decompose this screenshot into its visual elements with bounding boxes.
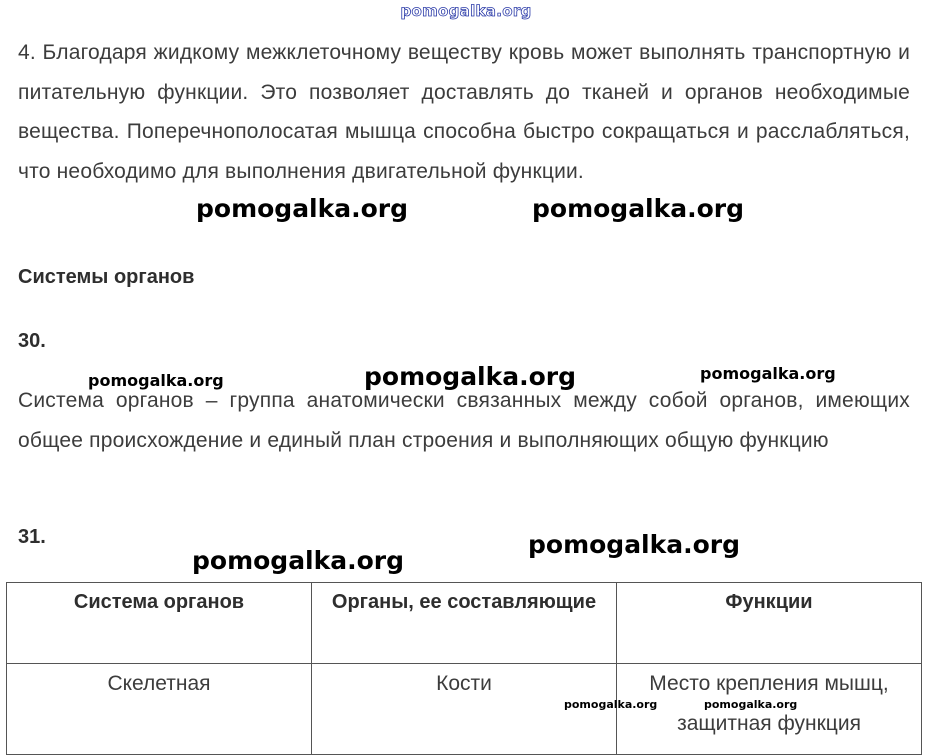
watermark: pomogalka.org — [192, 546, 405, 575]
table-header-cell: Функции — [617, 583, 922, 664]
table-cell: Место крепления мышц, защитная функция — [617, 664, 922, 755]
watermark: pomogalka.org — [528, 530, 741, 559]
watermark: pomogalka.org — [532, 194, 745, 223]
section-title: Системы органов — [18, 266, 195, 288]
task-31-number: 31. — [18, 526, 46, 548]
table-header-cell: Система органов — [7, 583, 312, 664]
watermark: pomogalka.org — [196, 194, 409, 223]
watermark: pomogalka.org — [88, 371, 224, 390]
task-30-number: 30. — [18, 330, 46, 352]
organ-systems-table — [6, 582, 922, 755]
table-cell: Кости — [312, 664, 617, 755]
task-30-text: Система органов – группа анатомически связанных между собой органов, имеющих общее происхождение и единый план строения и выполняющих общую функцию — [18, 389, 910, 452]
site-watermark-header: pomogalka.org — [400, 2, 532, 20]
table-header-row — [7, 583, 922, 664]
watermark: pomogalka.org — [700, 364, 836, 383]
watermark: pomogalka.org — [364, 362, 577, 391]
table-header-cell: Органы, ее составляющие — [312, 583, 617, 664]
watermark: pomogalka.org — [704, 698, 798, 711]
paragraph-4: 4. Благодаря жидкому межклеточному веществу кровь может выполнять транспортную и питательную функции. Это позволяет доставлять до тканей и органов необходимые вещества. Поперечнополосатая мышца способна быстро сокращаться и расслабляться, что необходимо для выполнения двигательной функции. — [18, 41, 910, 183]
watermark: pomogalka.org — [564, 698, 658, 711]
table-cell: Скелетная — [7, 664, 312, 755]
